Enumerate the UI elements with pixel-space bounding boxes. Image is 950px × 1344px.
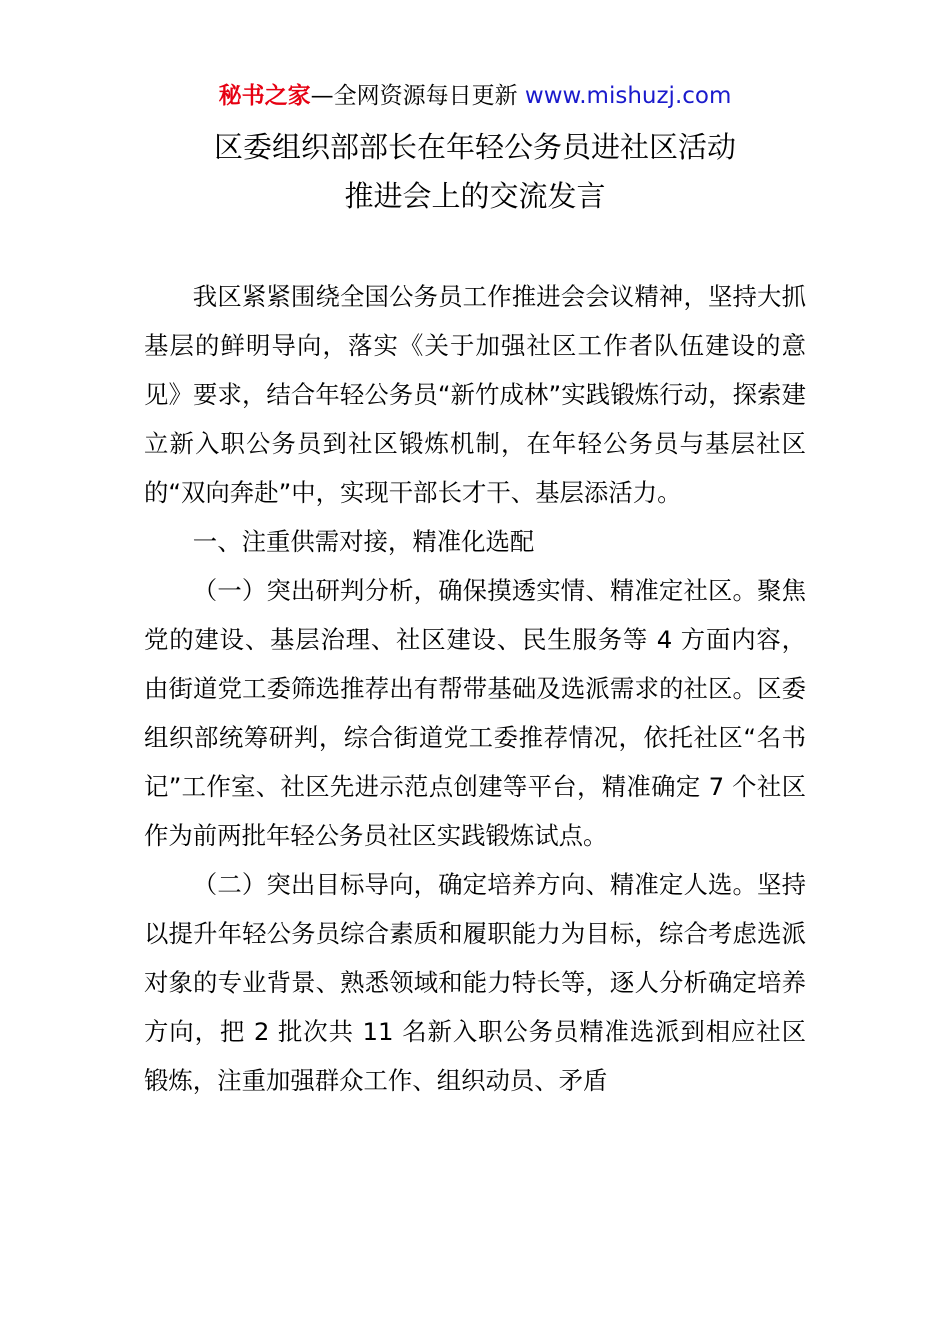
intro-paragraph: 我区紧紧围绕全国公务员工作推进会会议精神，坚持大抓基层的鲜明导向，落实《关于加强社区工作者队伍建设的意见》要求，结合年轻公务员“新竹成林”实践锻炼行动，探索建立新入职公务员到社区锻炼机制，在年轻公务员与基层社区的“双向奔赴”中，实现干部长才干、基层添活力。 [144, 282, 806, 507]
subsection-paragraph-1: （一）突出研判分析，确保摸透实情、精准定社区。聚焦党的建设、基层治理、社区建设、民生服务等 4 方面内容，由街道党工委筛选推荐出有帮带基础及选派需求的社区。区委组织部统筹研判，综合街道党工委推荐情况，依托社区“名书记”工作室、社区先进示范点创建等平台，精准确定 7 个社区作为前两批年轻公务员社区实践锻炼试点。 [144, 576, 806, 850]
document-body [144, 272, 806, 1105]
document-title-line-2: 推进会上的交流发言 [344, 179, 606, 213]
subsection-paragraph-2: （二）突出目标导向，确定培养方向、精准定人选。坚持以提升年轻公务员综合素质和履职能力为目标，综合考虑选派对象的专业背景、熟悉领域和能力特长等，逐人分析确定培养方向，把 2 批次共 11 名新入职公务员精准选派到相应社区锻炼，注重加强群众工作、组织动员、矛盾 [144, 870, 806, 1095]
section-heading: 一、注重供需对接，精准化选配 [192, 527, 535, 556]
site-header [0, 80, 950, 112]
site-tagline: —全网资源每日更新 [310, 83, 525, 109]
document-title-line-1: 区委组织部部长在年轻公务员进社区活动 [213, 130, 736, 164]
site-url-link[interactable]: www.mishuzj.com [524, 83, 732, 109]
site-brand: 秘书之家 [218, 83, 311, 109]
